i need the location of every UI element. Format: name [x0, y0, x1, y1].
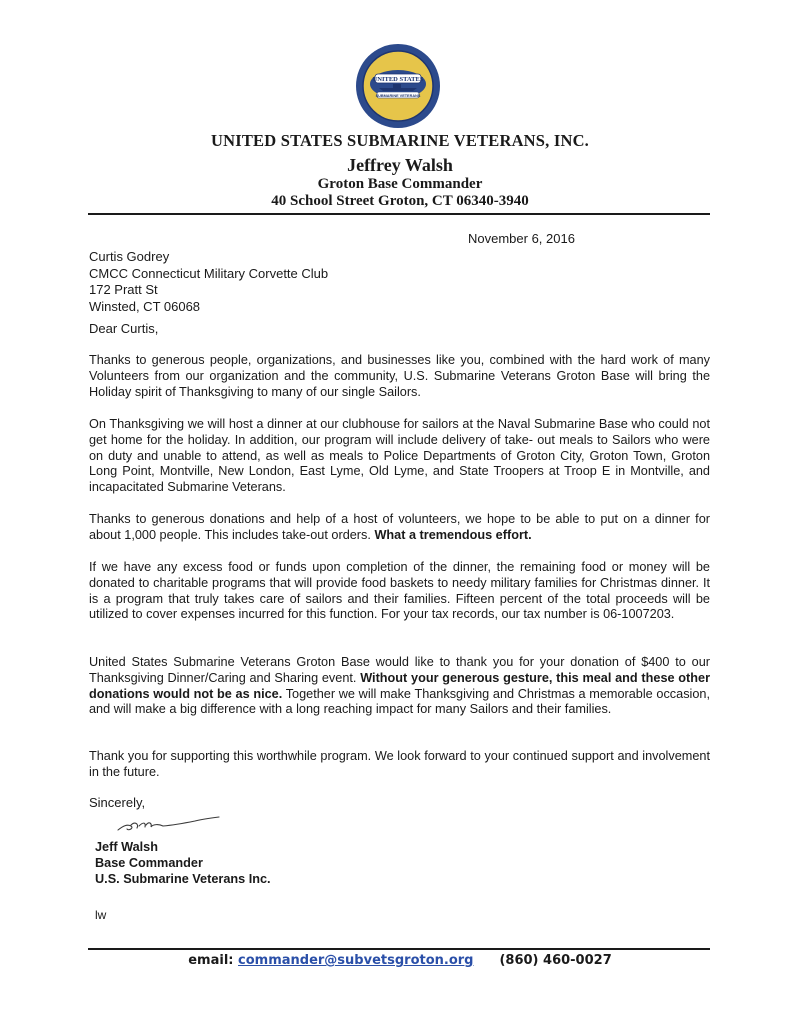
paragraph-2: On Thanksgiving we will host a dinner at our clubhouse for sailors at the Naval Submarine Base who could not get home for the holiday. In addition, our program will include delivery of take- out meals to Sailors who were on duty and unable to attend, as well as meals to Police Departments of Groton City, Groton Town, Groton Long Point, Montville, New London, East Lyme, Old Lyme, and State Troopers at Troop E in Montville, and incapacitated Submarine Veterans.: [89, 417, 710, 495]
email-label: email:: [188, 953, 234, 968]
sender-name: Jeffrey Walsh: [347, 155, 453, 175]
recipient-organization: CMCC Connecticut Military Corvette Club: [89, 265, 329, 281]
salutation: Dear Curtis,: [89, 321, 159, 336]
paragraph-5: [89, 655, 710, 718]
sender-address: 40 School Street Groton, CT 06340-3940: [271, 193, 529, 209]
seal-text-bottom: SUBMARINE VETERANS: [375, 94, 421, 98]
footer: [0, 953, 800, 968]
paragraph-3: [89, 512, 710, 544]
footer-divider: [88, 948, 710, 950]
paragraph-3-emphasis: What a tremendous effort.: [374, 527, 532, 542]
paragraph-5-end: Together we will make Thanksgiving and Christmas a memorable occasion, and will make a big difference with a long reaching impact for many Sailors and their families.: [89, 686, 711, 717]
seal-text-top: UNITED STATES: [372, 76, 424, 83]
email-link[interactable]: commander@subvetsgroton.org: [238, 953, 474, 968]
paragraph-1: Thanks to generous people, organizations, and businesses like you, combined with the hard work of many Volunteers from our organization and the community, U.S. Submarine Veterans Groton Base will bring the Holiday spirit of Thanksgiving to many of our single Sailors.: [89, 353, 710, 399]
header-divider: [88, 213, 710, 215]
paragraph-3-text: Thanks to generous donations and help of a host of volunteers, we hope to be able to put on a dinner for about 1,000 people. This includes take-out orders.: [89, 512, 710, 542]
recipient-street: 172 Pratt St: [89, 282, 158, 298]
typist-initials: lw: [95, 908, 107, 922]
recipient-name: Curtis Godrey: [89, 249, 170, 264]
paragraph-6: Thank you for supporting this worthwhile program. We look forward to your continued support and involvement in the future.: [89, 749, 710, 779]
organization-seal: [355, 43, 441, 129]
paragraph-5-emphasis: Without your generous gesture, this meal and these other donations would not be as nice.: [89, 670, 711, 701]
organization-name: UNITED STATES SUBMARINE VETERANS, INC.: [210, 131, 590, 150]
signer-title: Base Commander: [95, 856, 203, 870]
letter-date: November 6, 2016: [468, 231, 575, 246]
handwritten-signature: [115, 812, 225, 836]
signer-name: Jeff Walsh: [95, 840, 158, 854]
closing: Sincerely,: [89, 795, 146, 810]
paragraph-5-start: United States Submarine Veterans Groton Base would like to thank you for your donation of $400 to our Thanksgiving Dinner/Caring and Sharing event.: [89, 655, 710, 685]
sender-title: Groton Base Commander: [317, 176, 483, 192]
recipient-city: Winsted, CT 06068: [89, 299, 201, 315]
recipient-block: [89, 249, 328, 316]
phone-number: (860) 460-0027: [499, 953, 612, 968]
signer-organization: U.S. Submarine Veterans Inc.: [95, 872, 271, 886]
paragraph-4: If we have any excess food or funds upon completion of the dinner, the remaining food or money will be donated to charitable programs that will provide food baskets to needy military families for Christmas dinner. It is a program that truly takes care of sailors and their families. Fifteen percent of the total proceeds will be utilized to cover expenses incurred for this function. For your tax records, our tax number is 06-1007203.: [89, 560, 710, 622]
signature-block: [95, 839, 271, 887]
